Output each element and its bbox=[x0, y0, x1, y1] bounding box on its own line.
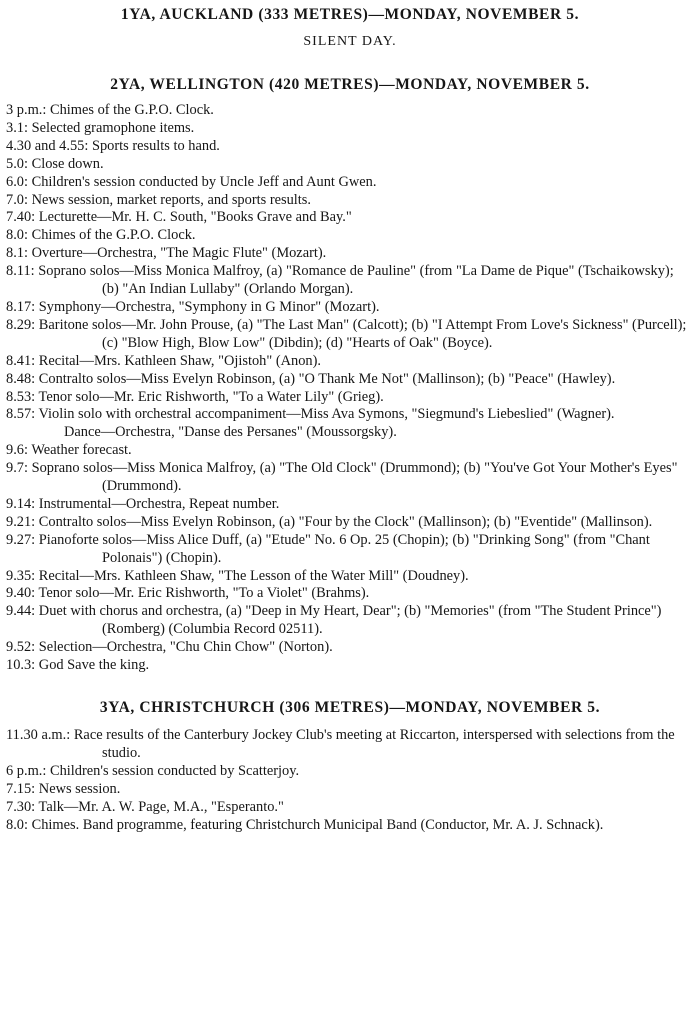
program-entry bbox=[6, 263, 694, 299]
entry-time: 9.7: bbox=[6, 460, 28, 477]
entry-text: Symphony—Orchestra, "Symphony in G Minor" (Mozart). bbox=[38, 298, 380, 315]
program-entry bbox=[6, 209, 694, 227]
entry-text: Chimes. Band programme, featuring Christchurch Municipal Band (Conductor, Mr. A. J. Schnack). bbox=[31, 816, 604, 833]
entry-time: 8.53: bbox=[6, 388, 36, 405]
entry-text: Instrumental—Orchestra, Repeat number. bbox=[38, 495, 280, 512]
program-entry bbox=[6, 799, 694, 817]
entry-text: Pianoforte solos—Miss Alice Duff, (a) "Etude" No. 6 Op. 25 (Chopin); (b) "Drinking Song" (from "Chant Polonais") (Chopin). bbox=[38, 531, 650, 566]
entry-text: Violin solo with orchestral accompaniment—Miss Ava Symons, "Siegmund's Liebeslied" (Wagner). bbox=[38, 406, 615, 423]
entry-time: 5.0: bbox=[6, 155, 28, 172]
program-entry bbox=[6, 514, 694, 532]
entry-time: 8.17: bbox=[6, 298, 36, 315]
entry-text: Recital—Mrs. Kathleen Shaw, "Ojistoh" (Anon). bbox=[38, 352, 321, 369]
entry-time: 7.0: bbox=[6, 191, 28, 208]
entry-time: 9.6: bbox=[6, 442, 28, 459]
entry-text: Sports results to hand. bbox=[91, 137, 220, 154]
program-list-2ya bbox=[6, 102, 694, 675]
entry-text: Chimes of the G.P.O. Clock. bbox=[31, 227, 196, 244]
entry-time: 9.27: bbox=[6, 531, 36, 548]
entry-text: Overture—Orchestra, "The Magic Flute" (Mozart). bbox=[31, 245, 327, 262]
entry-text: Weather forecast. bbox=[31, 442, 132, 459]
entry-text: Baritone solos—Mr. John Prouse, (a) "The Last Man" (Calcott); (b) "I Attempt From Love's Sickness" (Purcell); (c) "Blow High, Blow Low" (Dibdin); (d) "Hearts of Oak" (Boyce). bbox=[38, 316, 687, 351]
entry-text: Tenor solo—Mr. Eric Rishworth, "To a Water Lily" (Grieg). bbox=[38, 388, 384, 405]
program-entry bbox=[6, 102, 694, 120]
entry-time: 9.35: bbox=[6, 567, 36, 584]
entry-time: 9.14: bbox=[6, 495, 36, 512]
entry-time: 8.0: bbox=[6, 227, 28, 244]
program-entry bbox=[6, 603, 694, 639]
program-entry bbox=[6, 120, 694, 138]
program-entry bbox=[6, 585, 694, 603]
entry-time: 8.48: bbox=[6, 370, 36, 387]
silent-day-note: SILENT DAY. bbox=[303, 34, 397, 49]
entry-time: 8.1: bbox=[6, 245, 28, 262]
entry-text: Race results of the Canterbury Jockey Club's meeting at Riccarton, interspersed with selections from the studio. bbox=[73, 727, 675, 761]
program-list-3ya bbox=[6, 727, 694, 834]
program-entry bbox=[6, 174, 694, 192]
program-entry bbox=[6, 727, 694, 763]
program-entry bbox=[6, 639, 694, 657]
entry-text: News session, market reports, and sports results. bbox=[31, 191, 311, 208]
entry-text: Soprano solos—Miss Monica Malfroy, (a) "Romance de Pauline" (from "La Dame de Pique" (Tschaikowsky); (b) "An Indian Lullaby" (Orlando Morgan). bbox=[38, 263, 674, 298]
entry-time: 11.30 a.m.: bbox=[6, 727, 71, 743]
program-entry bbox=[6, 317, 694, 353]
program-entry bbox=[6, 192, 694, 210]
entry-time: 9.52: bbox=[6, 639, 36, 656]
entry-text: Selected gramophone items. bbox=[31, 119, 195, 136]
program-entry bbox=[6, 371, 694, 389]
entry-time: 8.41: bbox=[6, 352, 36, 369]
entry-time: 8.0: bbox=[6, 816, 28, 833]
entry-text: Dance—Orchestra, "Danse des Persanes" (Moussorgsky). bbox=[64, 424, 397, 441]
entry-text: Tenor solo—Mr. Eric Rishworth, "To a Violet" (Brahms). bbox=[38, 585, 370, 602]
entry-text: Soprano solos—Miss Monica Malfroy, (a) "The Old Clock" (Drummond); (b) "You've Got Your Mother's Eyes" (Drummond). bbox=[31, 460, 678, 495]
entry-text: Chimes of the G.P.O. Clock. bbox=[50, 102, 214, 118]
entry-text: Children's session conducted by Scatterjoy. bbox=[50, 762, 300, 779]
program-entry bbox=[6, 389, 694, 407]
station-heading-3ya: 3YA, CHRISTCHURCH (306 METRES)—MONDAY, NOVEMBER 5. bbox=[99, 699, 601, 716]
entry-text: Recital—Mrs. Kathleen Shaw, "The Lesson of the Water Mill" (Doudney). bbox=[38, 567, 469, 584]
entry-time: 8.57: bbox=[6, 406, 36, 423]
entry-time: 10.3: bbox=[6, 657, 36, 674]
entry-time: 4.30 and 4.55: bbox=[6, 137, 89, 154]
program-entry bbox=[6, 245, 694, 263]
entry-time: 8.11: bbox=[6, 263, 35, 280]
entry-time: 9.44: bbox=[6, 603, 36, 620]
program-entry bbox=[6, 568, 694, 586]
program-entry bbox=[6, 460, 694, 496]
program-entry bbox=[6, 532, 694, 568]
program-entry bbox=[6, 817, 694, 835]
program-entry bbox=[6, 424, 694, 442]
station-heading-2ya: 2YA, WELLINGTON (420 METRES)—MONDAY, NOVEMBER 5. bbox=[110, 76, 590, 93]
entry-time: 9.40: bbox=[6, 585, 36, 602]
entry-text: Duet with chorus and orchestra, (a) "Deep in My Heart, Dear"; (b) "Memories" (from "The Student Prince") (Romberg) (Columbia Record 02511). bbox=[38, 603, 662, 638]
entry-time: 7.15: bbox=[6, 780, 36, 797]
entry-time: 3.1: bbox=[6, 119, 28, 136]
entry-text: God Save the king. bbox=[38, 657, 150, 674]
entry-time: 8.29: bbox=[6, 316, 36, 333]
program-entry bbox=[6, 227, 694, 245]
entry-text: Children's session conducted by Uncle Jeff and Aunt Gwen. bbox=[31, 173, 377, 190]
program-entry bbox=[6, 406, 694, 424]
entry-time: 3 p.m.: bbox=[6, 102, 47, 118]
program-entry bbox=[6, 657, 694, 675]
entry-time: 7.40: bbox=[6, 209, 36, 226]
entry-text: Contralto solos—Miss Evelyn Robinson, (a) "Four by the Clock" (Mallinson); (b) "Eventide" (Mallinson). bbox=[38, 513, 653, 530]
program-entry bbox=[6, 763, 694, 781]
entry-text: Contralto solos—Miss Evelyn Robinson, (a) "O Thank Me Not" (Mallinson); (b) "Peace" (Hawley). bbox=[38, 370, 616, 387]
entry-time: 7.30: bbox=[6, 798, 36, 815]
program-entry bbox=[6, 496, 694, 514]
program-entry bbox=[6, 156, 694, 174]
program-entry bbox=[6, 781, 694, 799]
entry-text: Close down. bbox=[31, 155, 104, 172]
station-heading-1ya: 1YA, AUCKLAND (333 METRES)—MONDAY, NOVEMBER 5. bbox=[120, 6, 580, 23]
entry-text: News session. bbox=[38, 780, 121, 797]
entry-text: Talk—Mr. A. W. Page, M.A., "Esperanto." bbox=[38, 798, 284, 815]
program-entry bbox=[6, 442, 694, 460]
program-entry bbox=[6, 138, 694, 156]
entry-time: 6 p.m.: bbox=[6, 762, 47, 779]
entry-time: 6.0: bbox=[6, 173, 28, 190]
program-entry bbox=[6, 299, 694, 317]
entry-time: 9.21: bbox=[6, 513, 36, 530]
entry-text: Selection—Orchestra, "Chu Chin Chow" (Norton). bbox=[38, 639, 333, 656]
program-entry bbox=[6, 353, 694, 371]
entry-text: Lecturette—Mr. H. C. South, "Books Grave and Bay." bbox=[38, 209, 352, 226]
